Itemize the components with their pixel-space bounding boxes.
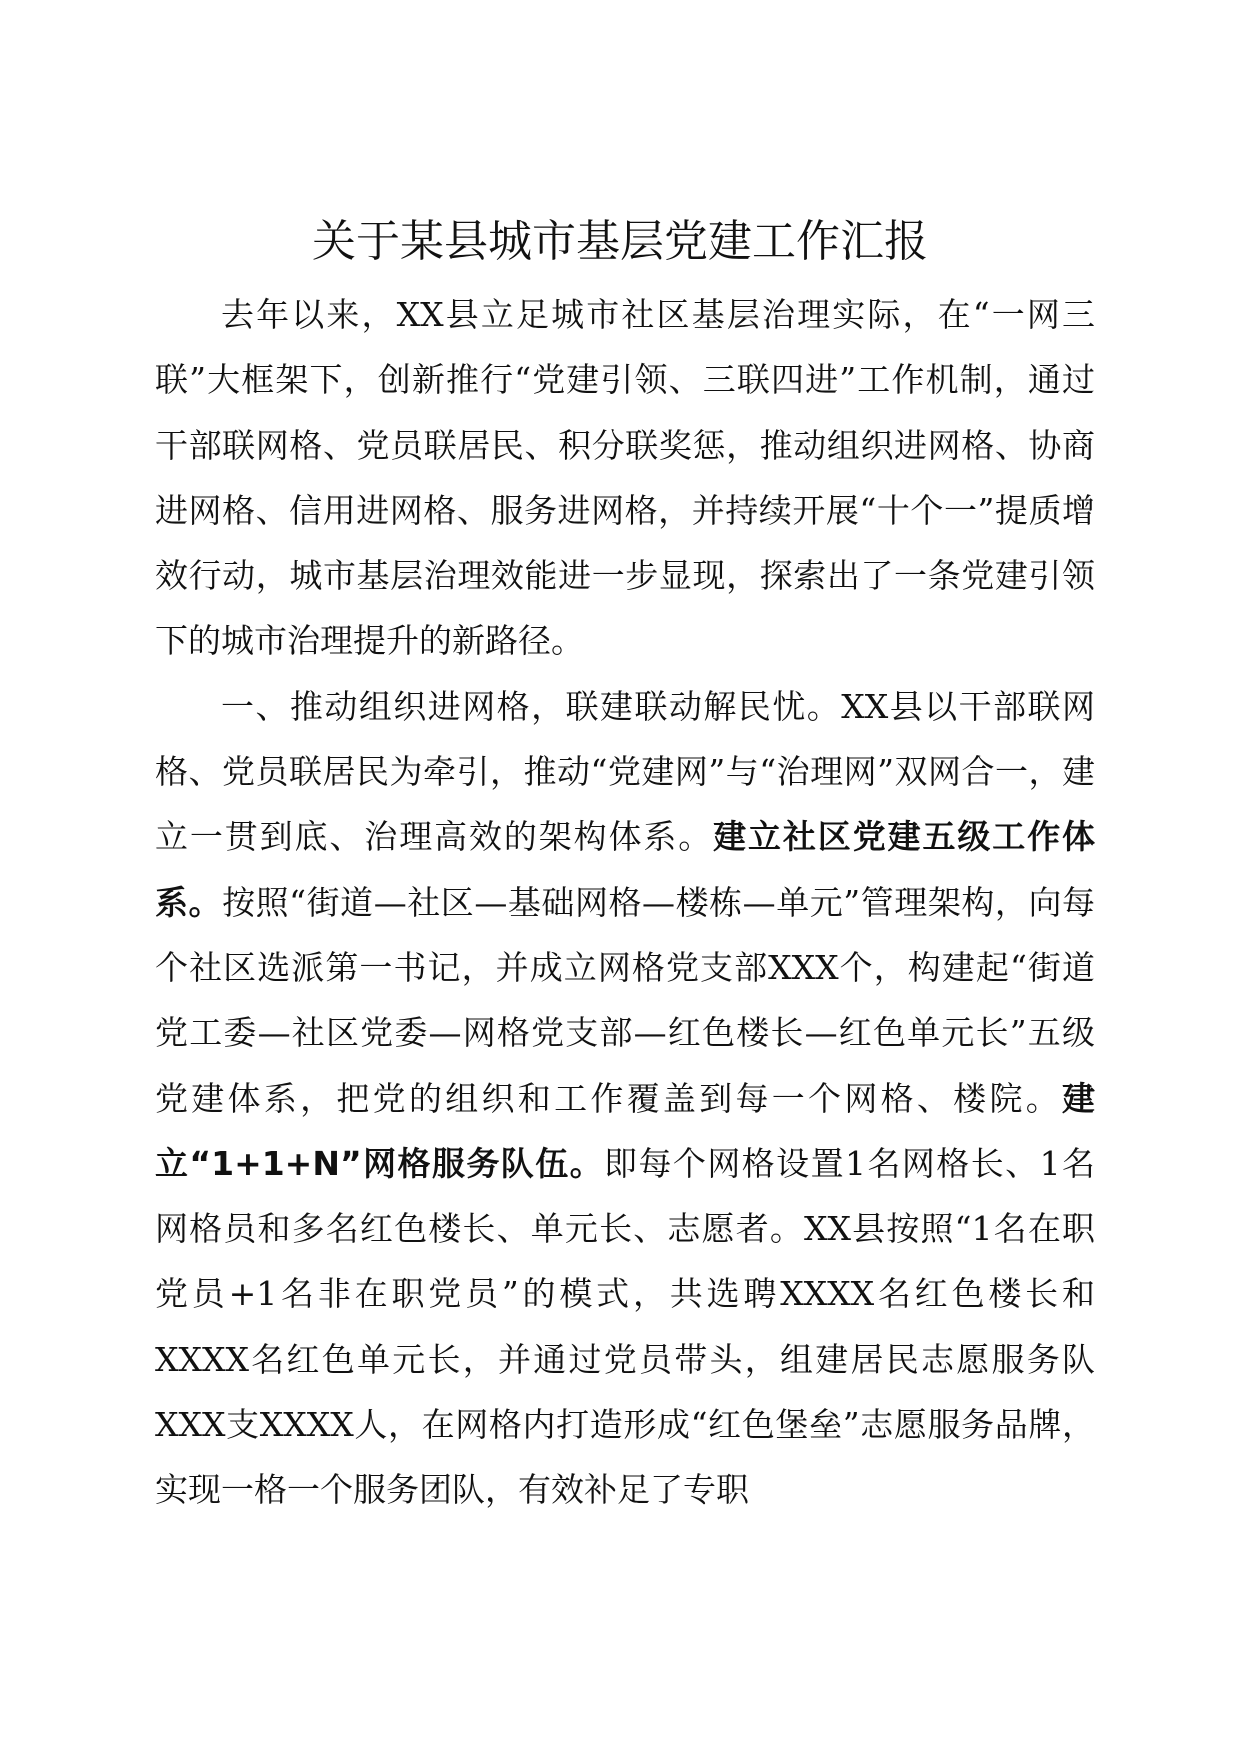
intro-paragraph: 去年以来，XX县立足城市社区基层治理实际，在“一网三联”大框架下，创新推行“党建引领、三联四进”工作机制，通过干部联网格、党员联居民、积分联奖惩，推动组织进网格、协商进网格、信用进网格、服务进网格，并持续开展“十个一”提质增效行动，城市基层治理效能进一步显现，探索出了一条党建引领下的城市治理提升的新路径。 (155, 295, 1095, 661)
section-1-bold-1: 建立社区党建五级工作体系。 (155, 817, 1096, 922)
document-body (155, 282, 1095, 1523)
section-1-text-1: XX县以干部联网格、党员联居民为牵引，推动“党建网”与“治理网”双网合一，建立一贯到底、治理高效的架构体系。 (155, 686, 1095, 857)
section-1-bold-2: 建立“1+1+N”网格服务队伍。 (155, 1078, 1095, 1183)
document-title: 关于某县城市基层党建工作汇报 (312, 216, 928, 267)
section-1-heading: 一、推动组织进网格，联建联动解民忧。 (221, 686, 842, 726)
section-1-text-3: 即每个网格设置1名网格长、1名网格员和多名红色楼长、单元长、志愿者。XX县按照“1名在职党员+1名非在职党员”的模式，共选聘XXXX名红色楼长和XXXX名红色单元长，并通过党员带头，组建居民志愿服务队XXX支XXXX人，在网格内打造形成“红色堡垒”志愿服务品牌，实现一格一个服务团队，有效补足了专职 (155, 1143, 1095, 1510)
section-1-paragraph (155, 674, 1095, 1523)
section-1-text-2: 按照“街道—社区—基础网格—楼栋—单元”管理架构，向每个社区选派第一书记，并成立网格党支部XXX个，构建起“街道党工委—社区党委—网格党支部—红色楼长—红色单元长”五级党建体系，把党的组织和工作覆盖到每一个网格、楼院。 (155, 882, 1095, 1118)
